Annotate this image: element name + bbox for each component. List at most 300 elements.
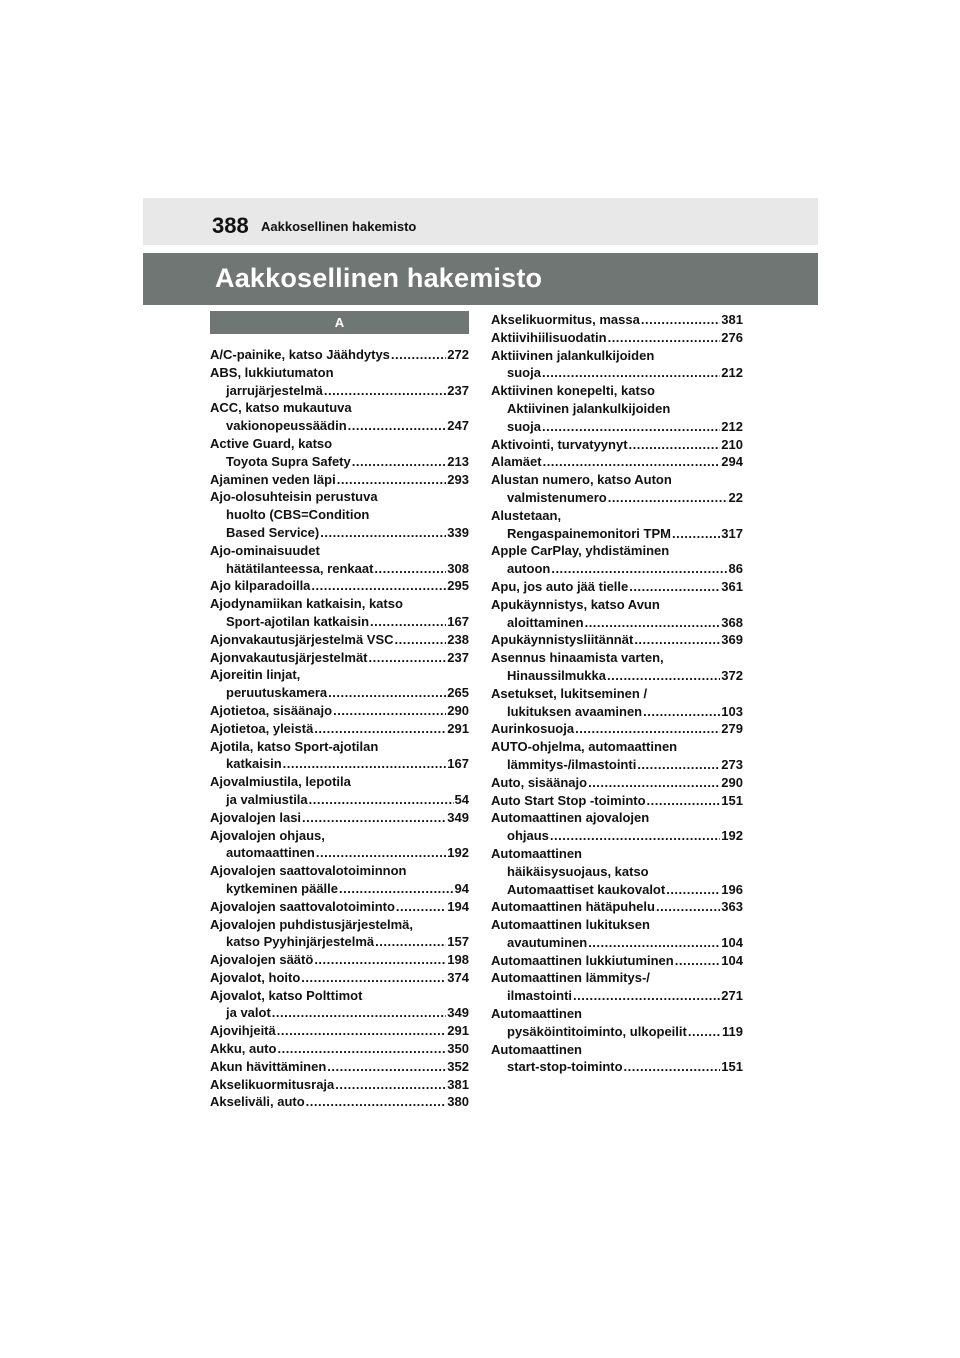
index-entry-text: Ajovalojen lasi [210, 809, 302, 825]
leader-dots [309, 791, 454, 809]
index-page-number: 363 [721, 899, 743, 915]
section-letter-header: A [210, 311, 469, 334]
leader-dots [283, 755, 447, 773]
index-entry [210, 488, 469, 541]
index-entry [210, 649, 469, 667]
index-entry-text: Akselikuormitusraja [210, 1076, 335, 1092]
index-entry-leader-line [210, 560, 469, 578]
index-entry-text: aloittaminen [507, 614, 584, 630]
leader-dots [277, 1040, 446, 1058]
leader-dots [352, 453, 447, 471]
index-entry-leader-line [210, 1040, 469, 1058]
index-page-number: 374 [447, 969, 469, 985]
index-page-number: 119 [722, 1023, 743, 1039]
index-entry-text: suoja [507, 365, 541, 381]
index-entry-text: Alamäet [491, 454, 542, 470]
index-entry-leader-line [491, 614, 743, 632]
leader-dots [327, 1058, 446, 1076]
leader-dots [641, 311, 720, 329]
index-entry-leader-line [491, 756, 743, 774]
index-entry [210, 987, 469, 1023]
index-entry-text: Aktiivinen jalankulkijoiden [507, 400, 671, 416]
index-entry [491, 596, 743, 632]
index-entry [491, 311, 743, 329]
index-entry [210, 542, 469, 578]
index-entry-text: Ajaminen veden läpi [210, 471, 336, 487]
index-entry [491, 774, 743, 792]
leader-dots [672, 525, 720, 543]
index-entry-leader-line [210, 631, 469, 649]
index-page-number: 368 [721, 614, 743, 630]
index-entry-text: Automaattinen [491, 845, 582, 861]
index-entry-leader-line [210, 969, 469, 987]
leader-dots [585, 614, 721, 632]
index-entry-text: Ajovalojen saattovalotoiminnon [210, 863, 407, 879]
index-entry [210, 1058, 469, 1076]
leader-dots [629, 436, 721, 454]
index-entry-text: Automaattinen [491, 1041, 582, 1057]
index-entry-text: pysäköintitoiminto, ulkopeilit [507, 1023, 687, 1039]
index-column-right [491, 311, 743, 1076]
index-entry [491, 453, 743, 471]
index-entry-text: Ajoreitin linjat, [210, 667, 301, 683]
index-entry-leader-line [491, 827, 743, 845]
index-entry [491, 631, 743, 649]
index-entry-leader-line [491, 525, 743, 543]
leader-dots [688, 1023, 721, 1041]
index-entry [491, 738, 743, 774]
index-entry-text: Automaattinen [491, 1006, 582, 1022]
index-page-number: 237 [447, 649, 469, 665]
index-entry-leader-line [491, 720, 743, 738]
index-page-number: 349 [447, 1005, 469, 1021]
index-entry-text: AUTO-ohjelma, automaattinen [491, 739, 678, 755]
index-entry-text: Automaattinen lukituksen [491, 917, 650, 933]
index-page-number: 213 [447, 453, 469, 469]
index-entry-text: katso Pyyhinjärjestelmä [226, 934, 375, 950]
index-entry-leader-line [491, 1023, 743, 1041]
index-page-number: 94 [454, 880, 469, 896]
index-entry-text: häikäisysuojaus, katso [507, 863, 649, 879]
leader-dots [339, 880, 454, 898]
leader-dots [277, 1022, 447, 1040]
page-title: Aakkosellinen hakemisto [215, 263, 543, 293]
index-page-number: 196 [721, 881, 743, 897]
index-entry-leader-line [491, 311, 743, 329]
index-entry-text: start-stop-toiminto [507, 1059, 623, 1075]
index-page-number: 192 [447, 845, 469, 861]
index-entry-text: Ajovalojen säätö [210, 952, 314, 968]
index-page-number: 167 [447, 756, 469, 772]
index-entry-text: katkaisin [226, 756, 282, 772]
index-entry [210, 738, 469, 774]
index-entry-text: Apukäynnistysliitännät [491, 632, 634, 648]
index-entry-leader-line [210, 880, 469, 898]
index-entry-text: Aktiivinen konepelti, katso [491, 383, 655, 399]
page-number: 388 [212, 213, 249, 238]
index-entry [491, 809, 743, 845]
index-entry-text: Apu, jos auto jää tielle [491, 578, 629, 594]
index-entry [491, 952, 743, 970]
leader-dots [543, 453, 721, 471]
index-page-number: 276 [721, 329, 743, 345]
index-entry [491, 471, 743, 507]
index-entry-leader-line [210, 382, 469, 400]
index-column-left [210, 311, 469, 1111]
leader-dots [542, 418, 720, 436]
leader-dots [608, 329, 721, 347]
index-entry-leader-line [210, 933, 469, 951]
index-entry-text: ilmastointi [507, 988, 573, 1004]
index-page-number: 279 [721, 721, 743, 737]
index-entry-leader-line [491, 489, 743, 507]
index-entry [210, 898, 469, 916]
leader-dots [335, 1076, 446, 1094]
index-entry [210, 809, 469, 827]
index-entry-leader-line [210, 898, 469, 916]
index-entry-text: Asennus hinaamista varten, [491, 650, 664, 666]
index-entry-text: autoon [507, 561, 551, 577]
index-entry-leader-line [491, 364, 743, 382]
index-entry-text: ohjaus [507, 828, 549, 844]
index-page-number: 349 [447, 809, 469, 825]
index-entry-leader-line [491, 792, 743, 810]
index-entry-text: Ajovalot, hoito [210, 969, 301, 985]
index-entry-text: Automaattinen lämmitys-/ [491, 970, 650, 986]
index-entry-text: Akselikuormitus, massa [491, 312, 640, 327]
index-entry-text: Ajovalojen puhdistusjärjestelmä, [210, 916, 413, 932]
index-entry [210, 951, 469, 969]
index-entry-leader-line [491, 987, 743, 1005]
index-entry-text: Aktiivinen jalankulkijoiden [491, 347, 655, 363]
leader-dots [391, 346, 446, 364]
index-page-number: 381 [721, 312, 743, 327]
index-entry [491, 578, 743, 596]
index-entry [210, 773, 469, 809]
index-entry-leader-line [210, 1093, 469, 1111]
index-page-number: 295 [447, 578, 469, 594]
index-entry [210, 595, 469, 631]
leader-dots [314, 720, 446, 738]
index-entry-text: Aktivointi, turvatyynyt [491, 436, 628, 452]
index-page-number: 212 [721, 365, 743, 381]
index-page-number: 352 [447, 1058, 469, 1074]
index-entry-text: Apple CarPlay, yhdistäminen [491, 543, 670, 559]
index-entry-leader-line [210, 844, 469, 862]
index-entry-leader-line [491, 667, 743, 685]
index-entry [210, 435, 469, 471]
index-entry-text: ja valmiustila [226, 791, 308, 807]
index-page-number: 293 [447, 471, 469, 487]
leader-dots [374, 560, 446, 578]
index-entry-leader-line [210, 755, 469, 773]
index-entry-text: Hinaussilmukka [507, 667, 606, 683]
index-page-number: 290 [447, 702, 469, 718]
leader-dots [550, 827, 720, 845]
index-page-number: 317 [721, 525, 743, 541]
index-entry [491, 436, 743, 454]
index-entry-leader-line [210, 720, 469, 738]
index-page-number: 237 [447, 382, 469, 398]
index-entry [491, 969, 743, 1005]
leader-dots [301, 969, 446, 987]
index-entry [491, 898, 743, 916]
index-entry-leader-line [491, 774, 743, 792]
index-entry [210, 969, 469, 987]
index-entry [491, 685, 743, 721]
leader-dots [369, 649, 447, 667]
index-entry-text: Ajotietoa, yleistä [210, 720, 314, 736]
leader-dots [320, 524, 446, 542]
leader-dots [575, 720, 720, 738]
leader-dots [333, 702, 446, 720]
leader-dots [337, 471, 447, 489]
leader-dots [542, 364, 720, 382]
index-page-number: 167 [447, 613, 469, 629]
index-entry [210, 631, 469, 649]
index-page-number: 104 [721, 934, 743, 950]
index-entry-text: Auto Start Stop -toiminto [491, 792, 646, 808]
index-entry-leader-line [491, 881, 743, 899]
index-entry [210, 471, 469, 489]
index-entry-text: ACC, katso mukautuva [210, 400, 352, 416]
index-entry-text: hätätilanteessa, renkaat [226, 560, 374, 576]
index-entry-text: A/C-painike, katso Jäähdytys [210, 347, 390, 362]
index-entry [210, 364, 469, 400]
index-entry [491, 916, 743, 952]
running-title: Aakkosellinen hakemisto [261, 219, 417, 234]
leader-dots [647, 792, 721, 810]
index-entry-leader-line [491, 329, 743, 347]
index-entry-text: Automaattiset kaukovalot [507, 881, 666, 897]
leader-dots [370, 613, 446, 631]
index-page-number: 151 [721, 792, 743, 808]
index-page-number: 339 [447, 524, 469, 540]
index-entry-leader-line [210, 1022, 469, 1040]
index-entry-leader-line [210, 453, 469, 471]
index-entry-text: avautuminen [507, 934, 588, 950]
index-page-number: 103 [721, 703, 743, 719]
index-entry-text: lämmitys-/ilmastointi [507, 756, 637, 772]
index-entry-text: Apukäynnistys, katso Avun [491, 596, 660, 612]
index-entry-text: Ajonvakautusjärjestelmät [210, 649, 368, 665]
index-entry [491, 329, 743, 347]
leader-dots [375, 933, 446, 951]
index-entry-text: ja valot [226, 1005, 271, 1021]
leader-dots [311, 577, 446, 595]
index-page-number: 210 [721, 436, 743, 452]
leader-dots [637, 756, 720, 774]
title-band [143, 253, 818, 305]
index-entry [210, 1040, 469, 1058]
index-entry-leader-line [491, 436, 743, 454]
leader-dots [314, 951, 446, 969]
index-entry-leader-line [210, 1076, 469, 1094]
index-entry-text: Ajovalojen ohjaus, [210, 827, 325, 843]
index-entry-text: kytkeminen päälle [226, 880, 338, 896]
leader-dots [573, 987, 720, 1005]
index-entry [210, 1076, 469, 1094]
leader-dots [302, 809, 446, 827]
index-entry-text: Auto, sisäänajo [491, 774, 588, 790]
index-page-number: 272 [447, 347, 469, 362]
index-entry-leader-line [210, 702, 469, 720]
index-entry-leader-line [210, 524, 469, 542]
index-entry-leader-line [491, 418, 743, 436]
index-entry-leader-line [491, 952, 743, 970]
leader-dots [608, 489, 728, 507]
index-page-number: 350 [447, 1041, 469, 1057]
index-entry-text: jarrujärjestelmä [226, 382, 323, 398]
index-entry-text: vakionopeussäädin [226, 418, 347, 434]
index-entry [491, 720, 743, 738]
index-entry-text: Ajotila, katso Sport-ajotilan [210, 738, 379, 754]
index-page-number: 271 [721, 988, 743, 1004]
leader-dots [607, 667, 720, 685]
index-page-number: 151 [721, 1059, 743, 1075]
index-entry-text: Ajo-olosuhteisin perustuva [210, 489, 378, 505]
index-entry-text: Akseliväli, auto [210, 1094, 305, 1110]
leader-dots [624, 1058, 721, 1076]
index-entry-text: Ajovalmiustila, lepotila [210, 774, 351, 790]
leader-dots [348, 417, 447, 435]
index-entry-text: automaattinen [226, 845, 315, 861]
index-entry-text: peruutuskamera [226, 685, 328, 701]
index-entry [210, 346, 469, 364]
index-page-number: 308 [447, 560, 469, 576]
index-entry-leader-line [210, 791, 469, 809]
index-entry [210, 702, 469, 720]
index-entry-leader-line [491, 898, 743, 916]
index-entry [491, 792, 743, 810]
index-page-number: 273 [721, 756, 743, 772]
index-entry-text: Akku, auto [210, 1041, 277, 1057]
leader-dots [629, 578, 720, 596]
index-entry [491, 649, 743, 685]
leader-dots [588, 934, 720, 952]
index-entry [491, 347, 743, 383]
index-entry-text: Asetukset, lukitseminen / [491, 685, 648, 701]
index-entry-text: ABS, lukkiutumaton [210, 364, 334, 380]
index-page-number: 381 [447, 1076, 469, 1092]
index-page-number: 372 [721, 667, 743, 683]
index-entry-leader-line [491, 703, 743, 721]
index-entry-text: Ajodynamiikan katkaisin, katso [210, 596, 403, 612]
index-entry-text: suoja [507, 418, 541, 434]
index-page-number: 291 [447, 720, 469, 736]
leader-dots [675, 952, 721, 970]
index-page-number: 157 [447, 934, 469, 950]
index-entry [210, 1022, 469, 1040]
index-entry [210, 916, 469, 952]
index-entry-leader-line [210, 649, 469, 667]
index-page-number: 86 [728, 561, 743, 577]
index-page-number: 380 [447, 1094, 469, 1110]
index-entry-text: Automaattinen lukkiutuminen [491, 952, 674, 968]
index-entry [210, 577, 469, 595]
index-entry-text: Toyota Supra Safety [226, 453, 351, 469]
index-entry-text: Ajovihjeitä [210, 1023, 276, 1039]
index-entry-leader-line [210, 951, 469, 969]
index-entry [491, 507, 743, 543]
index-entry-text: Alustetaan, [491, 507, 562, 523]
index-entry-text: Ajonvakautusjärjestelmä VSC [210, 631, 394, 647]
index-entry [491, 542, 743, 578]
index-page-number: 104 [721, 952, 743, 968]
index-entry-leader-line [210, 684, 469, 702]
index-entry [210, 399, 469, 435]
index-entry-text: Ajo kilparadoilla [210, 578, 311, 594]
index-page-number: 265 [447, 685, 469, 701]
index-entry-leader-line [210, 346, 469, 364]
index-entry-leader-line [491, 631, 743, 649]
index-entry-leader-line [491, 578, 743, 596]
leader-dots [395, 631, 447, 649]
index-entry-leader-line [210, 613, 469, 631]
index-entry [491, 1041, 743, 1077]
index-page-number: 290 [721, 774, 743, 790]
leader-dots [643, 703, 720, 721]
index-entry-text: Aktiivihiilisuodatin [491, 329, 607, 345]
leader-dots [272, 1004, 447, 1022]
index-entry [210, 720, 469, 738]
index-page-number: 294 [721, 454, 743, 470]
leader-dots [324, 382, 446, 400]
index-entry-text: Alustan numero, katso Auton [491, 472, 672, 488]
index-entry-leader-line [210, 1058, 469, 1076]
leader-dots [306, 1093, 447, 1111]
index-entry-leader-line [210, 577, 469, 595]
index-entry [210, 1093, 469, 1111]
index-entry [210, 827, 469, 863]
index-page-number: 369 [721, 632, 743, 648]
index-page-number: 192 [721, 828, 743, 844]
index-page-number: 22 [728, 489, 743, 505]
index-page-number: 194 [447, 898, 469, 914]
index-entry-text: Ajovalot, katso Polttimot [210, 987, 363, 1003]
index-page-number: 291 [447, 1023, 469, 1039]
index-entry-text: Ajo-ominaisuudet [210, 542, 320, 558]
leader-dots [666, 881, 720, 899]
index-entry-text: huolto (CBS=Condition [226, 507, 370, 523]
index-page-number: 361 [721, 578, 743, 594]
leader-dots [656, 898, 720, 916]
index-page-number: 212 [721, 418, 743, 434]
index-entry-leader-line [491, 453, 743, 471]
index-entry-text: Aurinkosuoja [491, 721, 575, 737]
index-entry-leader-line [210, 809, 469, 827]
index-page-number: 54 [454, 791, 469, 807]
leader-dots [551, 560, 727, 578]
index-entry-text: Rengaspainemonitori TPM [507, 525, 671, 541]
index-entry-text: Akun hävittäminen [210, 1058, 327, 1074]
index-entry-leader-line [210, 1004, 469, 1022]
index-entry [491, 845, 743, 898]
leader-dots [588, 774, 720, 792]
leader-dots [316, 844, 446, 862]
index-entry-text: Ajotietoa, sisäänajo [210, 702, 333, 718]
index-entry-leader-line [210, 417, 469, 435]
index-entry-text: Based Service) [226, 524, 320, 540]
index-page-number: 238 [447, 631, 469, 647]
index-entry-leader-line [210, 471, 469, 489]
index-entry-text: Active Guard, katso [210, 435, 333, 451]
index-entry [210, 862, 469, 898]
leader-dots [634, 631, 720, 649]
index-entry-text: Ajovalojen saattovalotoiminto [210, 898, 395, 914]
index-page-number: 247 [447, 418, 469, 434]
index-entry-text: lukituksen avaaminen [507, 703, 643, 719]
